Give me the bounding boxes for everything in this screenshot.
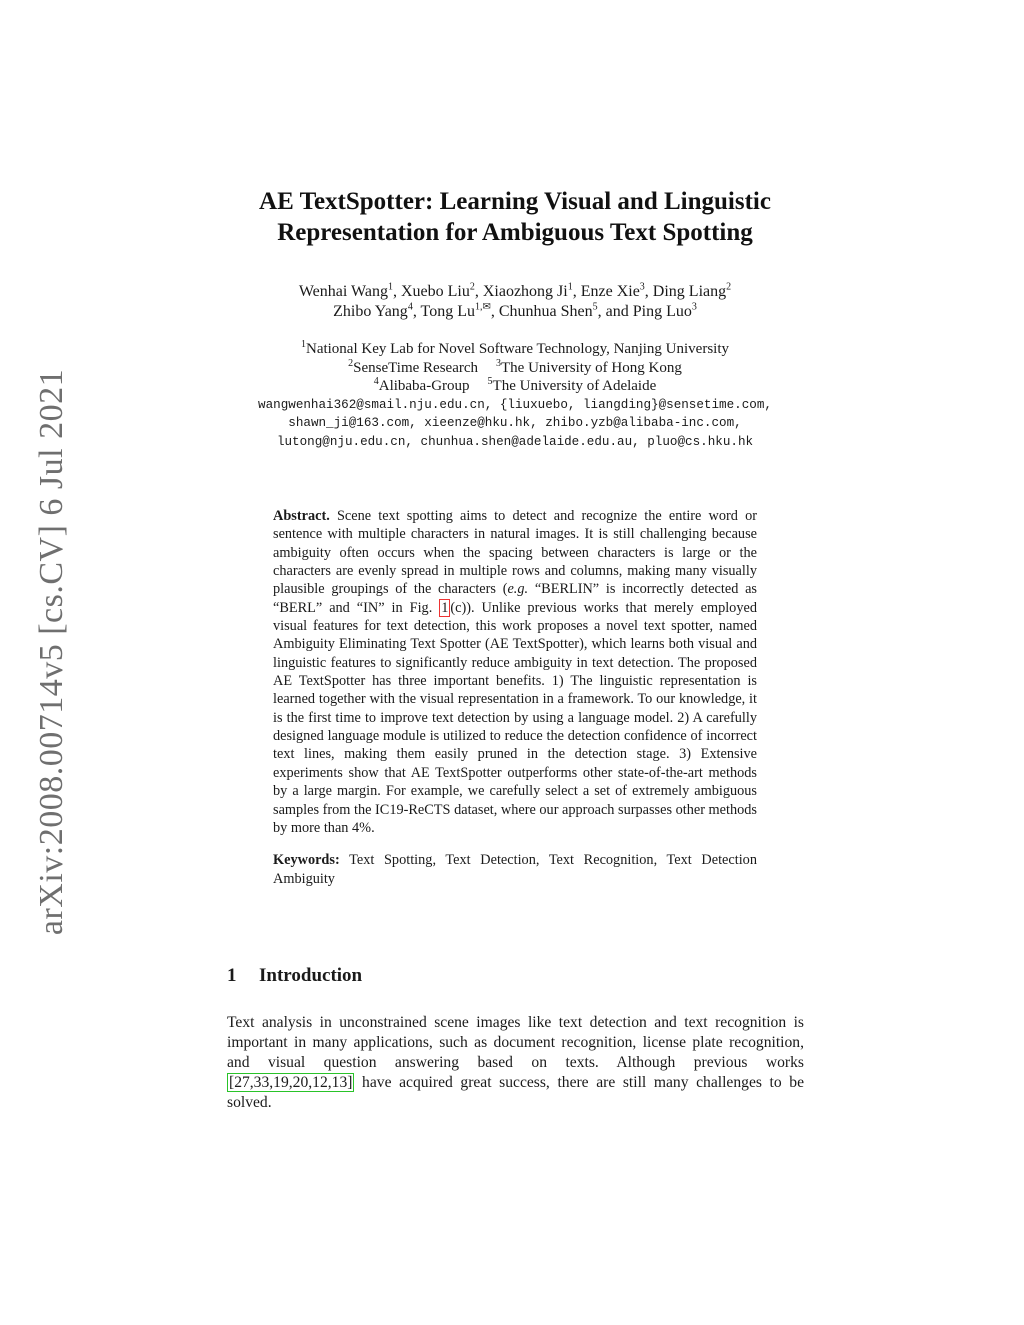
title-line-2: Representation for Ambiguous Text Spotting (277, 219, 753, 246)
author-separator: , and (597, 303, 633, 320)
author-affiliation-mark: 4 (407, 301, 413, 313)
email-line-1[interactable]: wangwenhai362@smail.nju.edu.cn, {liuxuebo, liangding}@sensetime.com, (258, 397, 772, 412)
keywords-text: Text Spotting, Text Detection, Text Recognition, Text Detection Ambiguity (273, 852, 757, 887)
section-title: Introduction (259, 965, 363, 986)
affiliation-name: The University of Hong Kong (501, 359, 682, 376)
section-heading (227, 965, 362, 987)
author-affiliation-mark: 2 (726, 281, 732, 293)
affiliation-number: 1 (300, 339, 306, 350)
intro-paragraph (227, 1013, 804, 1113)
author-separator: , (474, 283, 483, 300)
affiliation-name: Alibaba-Group (378, 378, 470, 394)
affiliations-block (150, 340, 880, 451)
author-affiliation-mark: 1 (567, 281, 573, 293)
author-name: Xiaozhong Ji (482, 283, 568, 300)
author-separator: , (392, 283, 401, 300)
intro-body (227, 1013, 804, 1113)
abstract-eg: e.g. (507, 581, 529, 598)
abstract-text: Scene text spotting aims to detect and recognize the entire word or sentence with multiple characters in natural images. It is still challenging because ambiguity often occurs when the spacing between characters is large or the characters are evenly spread in multiple rows and columns, making many visually plausible groupings of the characters ( (273, 508, 757, 598)
keywords-paragraph (273, 851, 757, 888)
author-affiliation-mark: 3 (639, 281, 645, 293)
intro-text: Text analysis in unconstrained scene images like text detection and text recognition is important in many applications, such as document recognition, license plate recognition, and visual question answering based on texts. Although previous works (227, 1014, 804, 1071)
arxiv-identifier-stamp: arXiv:2008.00714v5 [cs.CV] 6 Jul 2021 (33, 368, 70, 936)
affiliation-number: 2 (348, 357, 354, 369)
affiliation-line-3 (150, 377, 880, 396)
author-separator: , (644, 283, 653, 300)
author-affiliation-mark: 2 (469, 281, 475, 293)
author-list (200, 282, 830, 322)
author-name: Zhibo Yang (333, 303, 408, 320)
abstract-paragraph (273, 507, 757, 837)
author-affiliation-mark: 5 (592, 301, 598, 313)
abstract-block (273, 507, 757, 888)
affiliation-number: 5 (487, 376, 493, 387)
citation-links[interactable]: [27,33,19,20,12,13] (229, 1074, 353, 1091)
abstract-label: Abstract. (273, 508, 330, 524)
paper-title (200, 186, 830, 248)
author-name: Chunhua Shen (498, 303, 593, 320)
author-separator: , (412, 303, 421, 320)
abstract-text: “BERLIN” is incorrectly detected as “BERL” and “IN” in Fig. (273, 581, 757, 616)
affiliation-line-1 (150, 340, 880, 359)
affiliation-name: The University of Adelaide (492, 378, 657, 394)
author-affiliation-mark: 1,✉ (474, 301, 491, 313)
intro-text: have acquired great success, there are still many challenges to be solved. (227, 1074, 804, 1111)
author-separator: , (490, 303, 499, 320)
author-name: Xuebo Liu (400, 283, 470, 300)
author-name: Tong Lu (420, 303, 475, 320)
keywords-label: Keywords: (273, 852, 340, 869)
author-name: Enze Xie (580, 283, 640, 300)
figure-reference-link[interactable]: 1 (441, 599, 449, 616)
affiliation-number: 3 (496, 357, 502, 369)
author-affiliation-mark: 1 (387, 281, 393, 293)
author-name: Wenhai Wang (298, 283, 388, 300)
author-name: Ding Liang (652, 283, 727, 300)
author-line-2 (200, 302, 830, 322)
affiliation-number: 4 (373, 376, 379, 387)
section-number: 1 (227, 965, 237, 986)
title-line-1: AE TextSpotter: Learning Visual and Linguistic (259, 188, 771, 215)
author-separator: , (572, 283, 581, 300)
author-affiliation-mark: 3 (691, 301, 697, 313)
email-line-2[interactable]: shawn_ji@163.com, xieenze@hku.hk, zhibo.yzb@alibaba-inc.com, (288, 416, 742, 430)
affiliation-name: SenseTime Research (353, 359, 479, 376)
affiliation-name: National Key Lab for Novel Software Technology, Nanjing University (305, 341, 729, 357)
abstract-text: (c)). Unlike previous works that merely employed visual features for text detection, this work proposes a novel text spotter, named Ambiguity Eliminating Text Spotter (AE TextSpotter), which learns both visual and linguistic features to significantly reduce ambiguity in text detection. The proposed AE TextSpotter has three important benefits. 1) The linguistic representation is learned together with the visual representation in a framework. To our knowledge, it is the first time to improve text detection by using a language model. 2) A carefully designed language module is utilized to reduce the detection confidence of incorrect text lines, making them easily pruned in the detection stage. 3) Extensive experiments show that AE TextSpotter outperforms other state-of-the-art methods by a large margin. For example, we carefully select a set of extremely ambiguous samples from the IC19-ReCTS dataset, where our approach surpasses other methods by more than 4%. (273, 599, 757, 836)
affiliation-line-2 (150, 359, 880, 378)
author-line-1 (200, 282, 830, 302)
email-line-3[interactable]: lutong@nju.edu.cn, chunhua.shen@adelaide.edu.au, pluo@cs.hku.hk (276, 434, 754, 449)
author-name: Ping Luo (632, 303, 692, 320)
